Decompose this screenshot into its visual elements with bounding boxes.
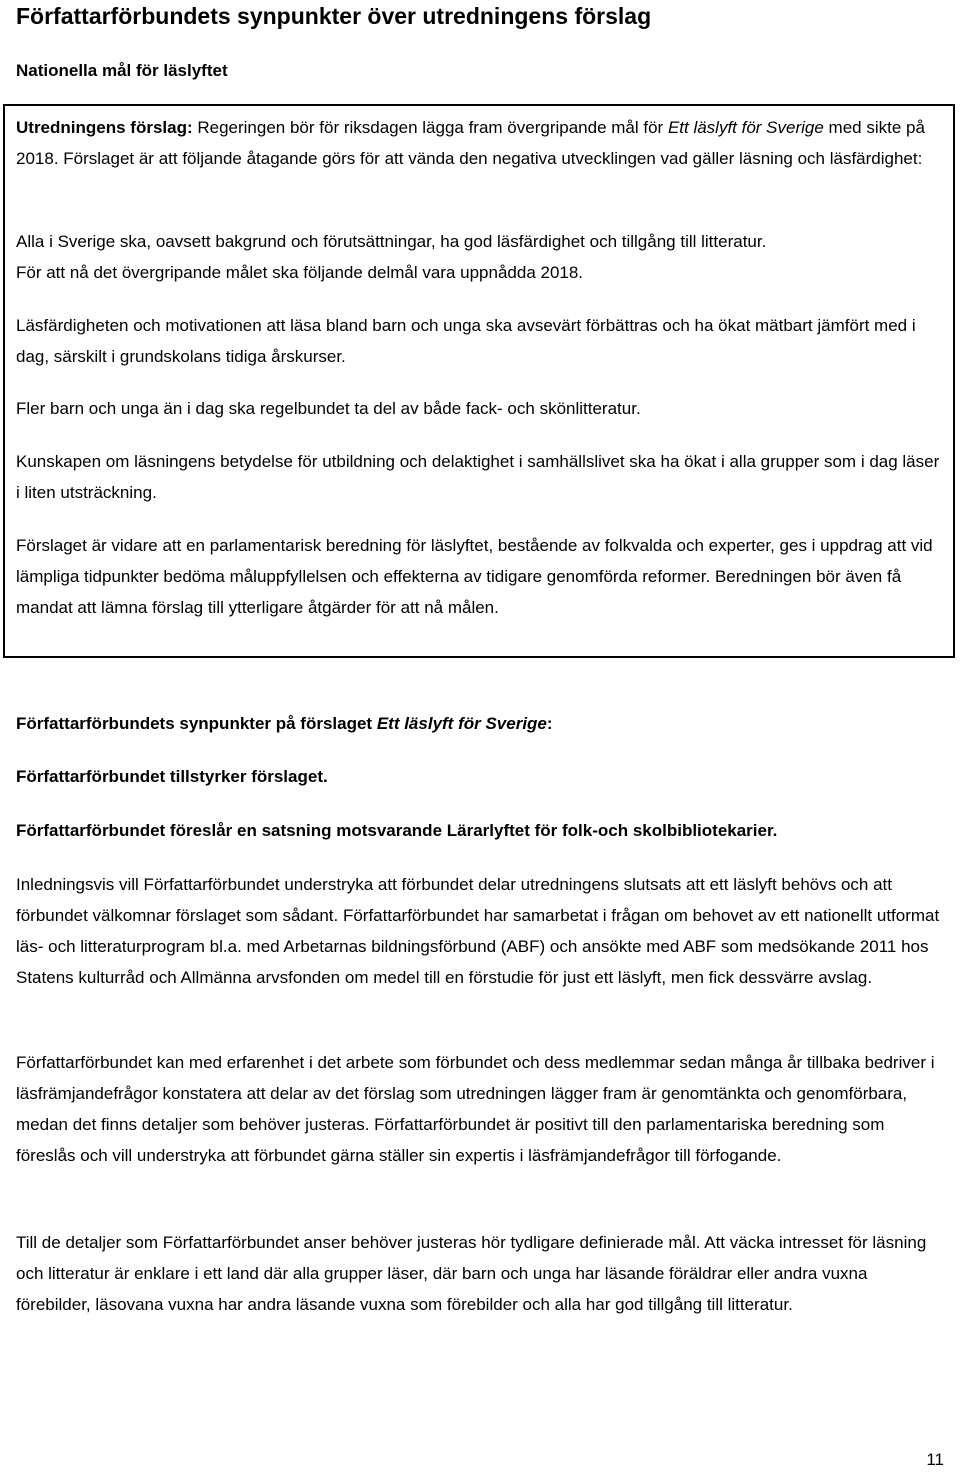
proposal-intro-text-2: med sikte på 2018. Förslaget är att följande åtagande görs för att vända den negativa utvecklingen vad gäller läsning och läsfärdighet: (16, 118, 925, 168)
response-heading (16, 708, 944, 739)
proposal-goal-2: Fler barn och unga än i dag ska regelbundet ta del av både fack- och skönlitteratur. (16, 399, 641, 418)
body-paragraph-2: Författarförbundet kan med erfarenhet i det arbete som förbundet och dess medlemmar sedan många år tillbaka bedriver i läsfrämjandefrågor konstatera att delar av det förslag som utredningen lägger fram är genomtänkta och genomförbara, medan det finns detaljer som behöver justeras. Författarförbundet är positivt till den parlamentariska beredning som föreslås och vill understryka att förbundet gärna ställer sin expertis i läsfrämjandefrågor till förfogande. (16, 1053, 935, 1165)
body-paragraph-1: Inledningsvis vill Författarförbundet understryka att förbundet delar utredningens slutsats att ett läslyft behövs och att förbundet välkomnar förslaget som sådant. Författarförbundet har samarbetat i frågan om behovet av ett nationellt utformat läs- och litteraturprogram bl.a. med Arbetarnas bildningsförbund (ABF) och ansökte med ABF som medsökande 2011 hos Statens kulturråd och Allmänna arvsfonden om medel till en förstudie för just ett läslyft, men fick dessvärre avslag. (16, 875, 940, 987)
proposal-intro (16, 112, 944, 174)
proposal-commitment-1: Alla i Sverige ska, oavsett bakgrund och förutsättningar, ha god läsfärdighet och tillgång till litteratur. (16, 232, 767, 251)
proposal-intro-text-1: Regeringen bör för riksdagen lägga fram övergripande mål för (192, 118, 668, 137)
page-number: 11 (926, 1450, 944, 1469)
section-subheading: Nationella mål för läslyftet (16, 61, 228, 80)
proposal-closing: Förslaget är vidare att en parlamentarisk beredning för läslyftet, bestående av folkvalda och experter, ges i uppdrag att vid lämpliga tidpunkter bedöma måluppfyllelsen och effekterna av tidigare genomförda reformer. Beredningen bör även få mandat att lämna förslag till ytterligare åtgärder för att nå målen. (16, 536, 933, 617)
response-heading-text: Författarförbundets synpunkter på förslaget (16, 714, 377, 733)
endorsement-statement: Författarförbundet tillstyrker förslaget. (16, 767, 328, 786)
proposal-commitment-2: För att nå det övergripande målet ska följande delmål vara uppnådda 2018. (16, 263, 584, 282)
proposal-statement: Författarförbundet föreslår en satsning motsvarande Lärarlyftet för folk-och skolbibliotekarier. (16, 821, 778, 840)
response-heading-italic-title: Ett läslyft för Sverige (376, 714, 547, 733)
proposal-intro-italic-title: Ett läslyft för Sverige (667, 118, 824, 137)
proposal-goal-3: Kunskapen om läsningens betydelse för utbildning och delaktighet i samhällslivet ska ha ökat i alla grupper som i dag läser i liten utsträckning. (16, 452, 940, 502)
page-title: Författarförbundets synpunkter över utredningens förslag (16, 3, 652, 29)
response-heading-colon: : (546, 714, 553, 733)
body-paragraph-3: Till de detaljer som Författarförbundet anser behöver justeras hör tydligare definierade mål. Att väcka intresset för läsning och litteratur är enklare i ett land där alla grupper läser, där barn och unga har läsande föräldrar eller andra vuxna förebilder, läsovana vuxna har andra läsande vuxna som förebilder och alla har god tillgång till litteratur. (16, 1233, 927, 1314)
proposal-goal-1: Läsfärdigheten och motivationen att läsa bland barn och unga ska avsevärt förbättras och ha ökat mätbart jämfört med i dag, särskilt i grundskolans tidiga årskurser. (16, 316, 916, 366)
proposal-intro-label: Utredningens förslag: (16, 118, 193, 137)
